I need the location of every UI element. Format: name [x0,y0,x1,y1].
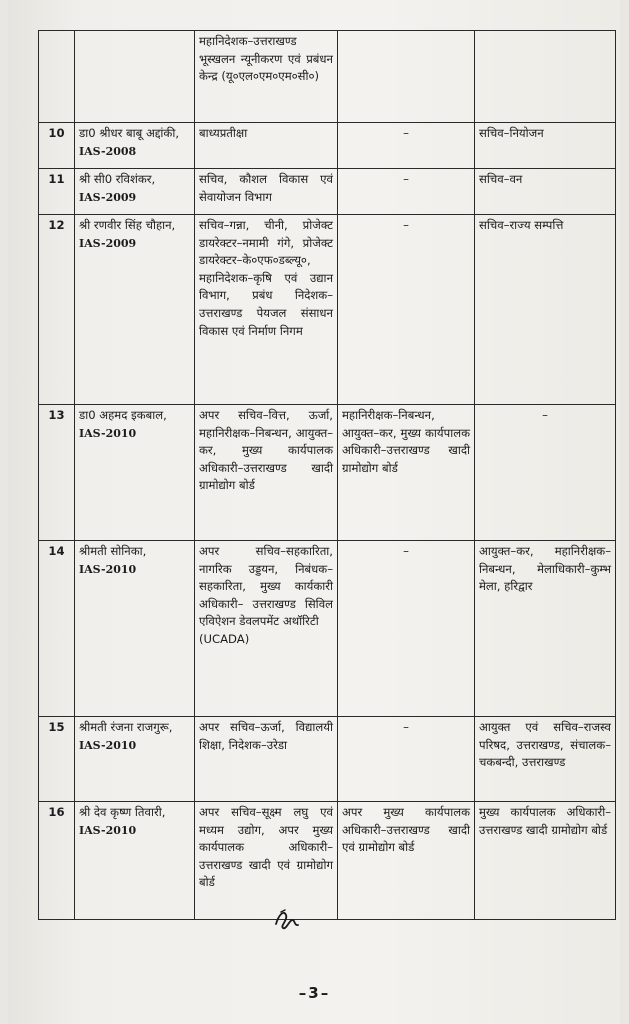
new-assignment-cell: आयुक्त एवं सचिव–राजस्व परिषद, उत्तराखण्ड, संचालक–चकबन्दी, उत्तराखण्ड [475,717,616,802]
current-posting-text: अपर सचिव–ऊर्जा, विद्यालयी शिक्षा, निदेशक–उरेडा [199,720,333,752]
officer-name: श्री देव कृष्ण तिवारी, [79,805,166,819]
ias-batch: IAS-2009 [79,190,137,204]
officer-name-cell [75,802,195,920]
officer-name-cell [75,717,195,802]
current-posting-text: अपर सचिव–वित्त, ऊर्जा, महानिरीक्षक–निबन्धन, आयुक्त–कर, मुख्य कार्यपालक अधिकारी–उत्तराखण्ड खादी ग्रामोद्योग बोर्ड [199,408,333,493]
new-assignment-cell: सचिव–वन [475,169,616,215]
officer-name: डा0 श्रीधर बाबू अद्दांकी, [79,126,180,140]
table-row [39,169,616,215]
serial-number-cell: 10 [39,123,75,169]
new-assignment-cell: – [475,405,616,541]
serial-number-cell: 13 [39,405,75,541]
current-posting-text: (UCADA) [199,631,250,646]
relieved-from-cell: – [338,215,475,405]
table-row [39,802,616,920]
ias-batch: IAS-2010 [79,426,137,440]
table-row [39,717,616,802]
officer-name-cell [75,169,195,215]
officer-name-cell [75,215,195,405]
relieved-from-cell: अपर मुख्य कार्यपालक अधिकारी–उत्तराखण्ड खादी एवं ग्रामोद्योग बोर्ड [338,802,475,920]
officer-name: श्री रणवीर सिंह चौहान, [79,218,176,232]
table-row [39,405,616,541]
officer-name: डा0 अहमद इकबाल, [79,408,167,422]
table-row [39,123,616,169]
ias-batch: IAS-2010 [79,738,137,752]
new-assignment-cell: आयुक्त–कर, महानिरीक्षक–निबन्धन, मेलाधिकारी–कुम्भ मेला, हरिद्वार [475,541,616,717]
officer-transfer-table [38,30,616,920]
officer-name-cell [75,541,195,717]
new-assignment-cell [475,31,616,123]
table-row [39,31,616,123]
ias-batch: IAS-2008 [79,144,137,158]
current-posting-text: अपर सचिव–सूक्ष्म लघु एवं मध्यम उद्योग, अपर मुख्य कार्यपालक अधिकारी–उत्तराखण्ड खादी एवं ग्रामोद्योग बोर्ड [199,805,333,890]
current-posting-text: सचिव, कौशल विकास एवं सेवायोजन विभाग [199,172,333,204]
current-posting-cell [195,802,338,920]
current-posting-text: सचिव–गन्ना, चीनी, प्रोजेक्ट डायरेक्टर–नमामी गंगे, प्रोजेक्ट डायरेक्टर–के०एफ०डब्ल्यू०, महानिदेशक–कृषि एवं उद्यान विभाग, प्रबंध निदेशक–उत्तराखण्ड पेयजल संसाधन विकास एवं निर्माण निगम [199,218,333,338]
new-assignment-cell: सचिव–नियोजन [475,123,616,169]
relieved-from-cell [338,31,475,123]
officer-name-cell [75,123,195,169]
current-posting-text: बाध्यप्रतीक्षा [199,126,248,140]
current-posting-cell [195,215,338,405]
current-posting-text: महानिदेशक–उत्तराखण्ड भूस्खलन न्यूनीकरण एवं प्रबंधन केन्द्र (यू०एल०एम०एम०सी०) [199,34,333,84]
officer-name: श्रीमती रंजना राजगुरू, [79,720,173,734]
relieved-from-cell: महानिरीक्षक–निबन्धन, आयुक्त–कर, मुख्य कार्यपालक अधिकारी–उत्तराखण्ड खादी ग्रामोद्योग बोर्ड [338,405,475,541]
serial-number-cell: 14 [39,541,75,717]
current-posting-text: अपर सचिव–सहकारिता, नागरिक उड्डयन, निबंधक–सहकारिता, मुख्य कार्यकारी अधिकारी– उत्तराखण्ड सिविल एविऐशन डेवलपमेंट अथॉरिटी [199,544,333,629]
current-posting-cell [195,541,338,717]
officer-name-cell [75,31,195,123]
relieved-from-cell: – [338,541,475,717]
ias-batch: IAS-2009 [79,236,137,250]
serial-number-cell: 12 [39,215,75,405]
new-assignment-cell: सचिव–राज्य सम्पत्ति [475,215,616,405]
ias-batch: IAS-2010 [79,823,137,837]
current-posting-cell [195,717,338,802]
ias-batch: IAS-2010 [79,562,137,576]
page-number: –3– [298,984,331,1002]
relieved-from-cell: – [338,717,475,802]
new-assignment-cell: मुख्य कार्यपालक अधिकारी–उत्तराखण्ड खादी ग्रामोद्योग बोर्ड [475,802,616,920]
current-posting-cell [195,123,338,169]
serial-number-cell [39,31,75,123]
current-posting-cell [195,31,338,123]
serial-number-cell: 11 [39,169,75,215]
officer-name: श्री सी0 रविशंकर, [79,172,156,186]
table-body [39,31,616,920]
signature-mark [270,906,302,932]
serial-number-cell: 16 [39,802,75,920]
officer-name-cell [75,405,195,541]
serial-number-cell: 15 [39,717,75,802]
current-posting-cell [195,169,338,215]
table-row [39,215,616,405]
relieved-from-cell: – [338,123,475,169]
officer-name: श्रीमती सोनिका, [79,544,147,558]
relieved-from-cell: – [338,169,475,215]
current-posting-cell [195,405,338,541]
table-row [39,541,616,717]
